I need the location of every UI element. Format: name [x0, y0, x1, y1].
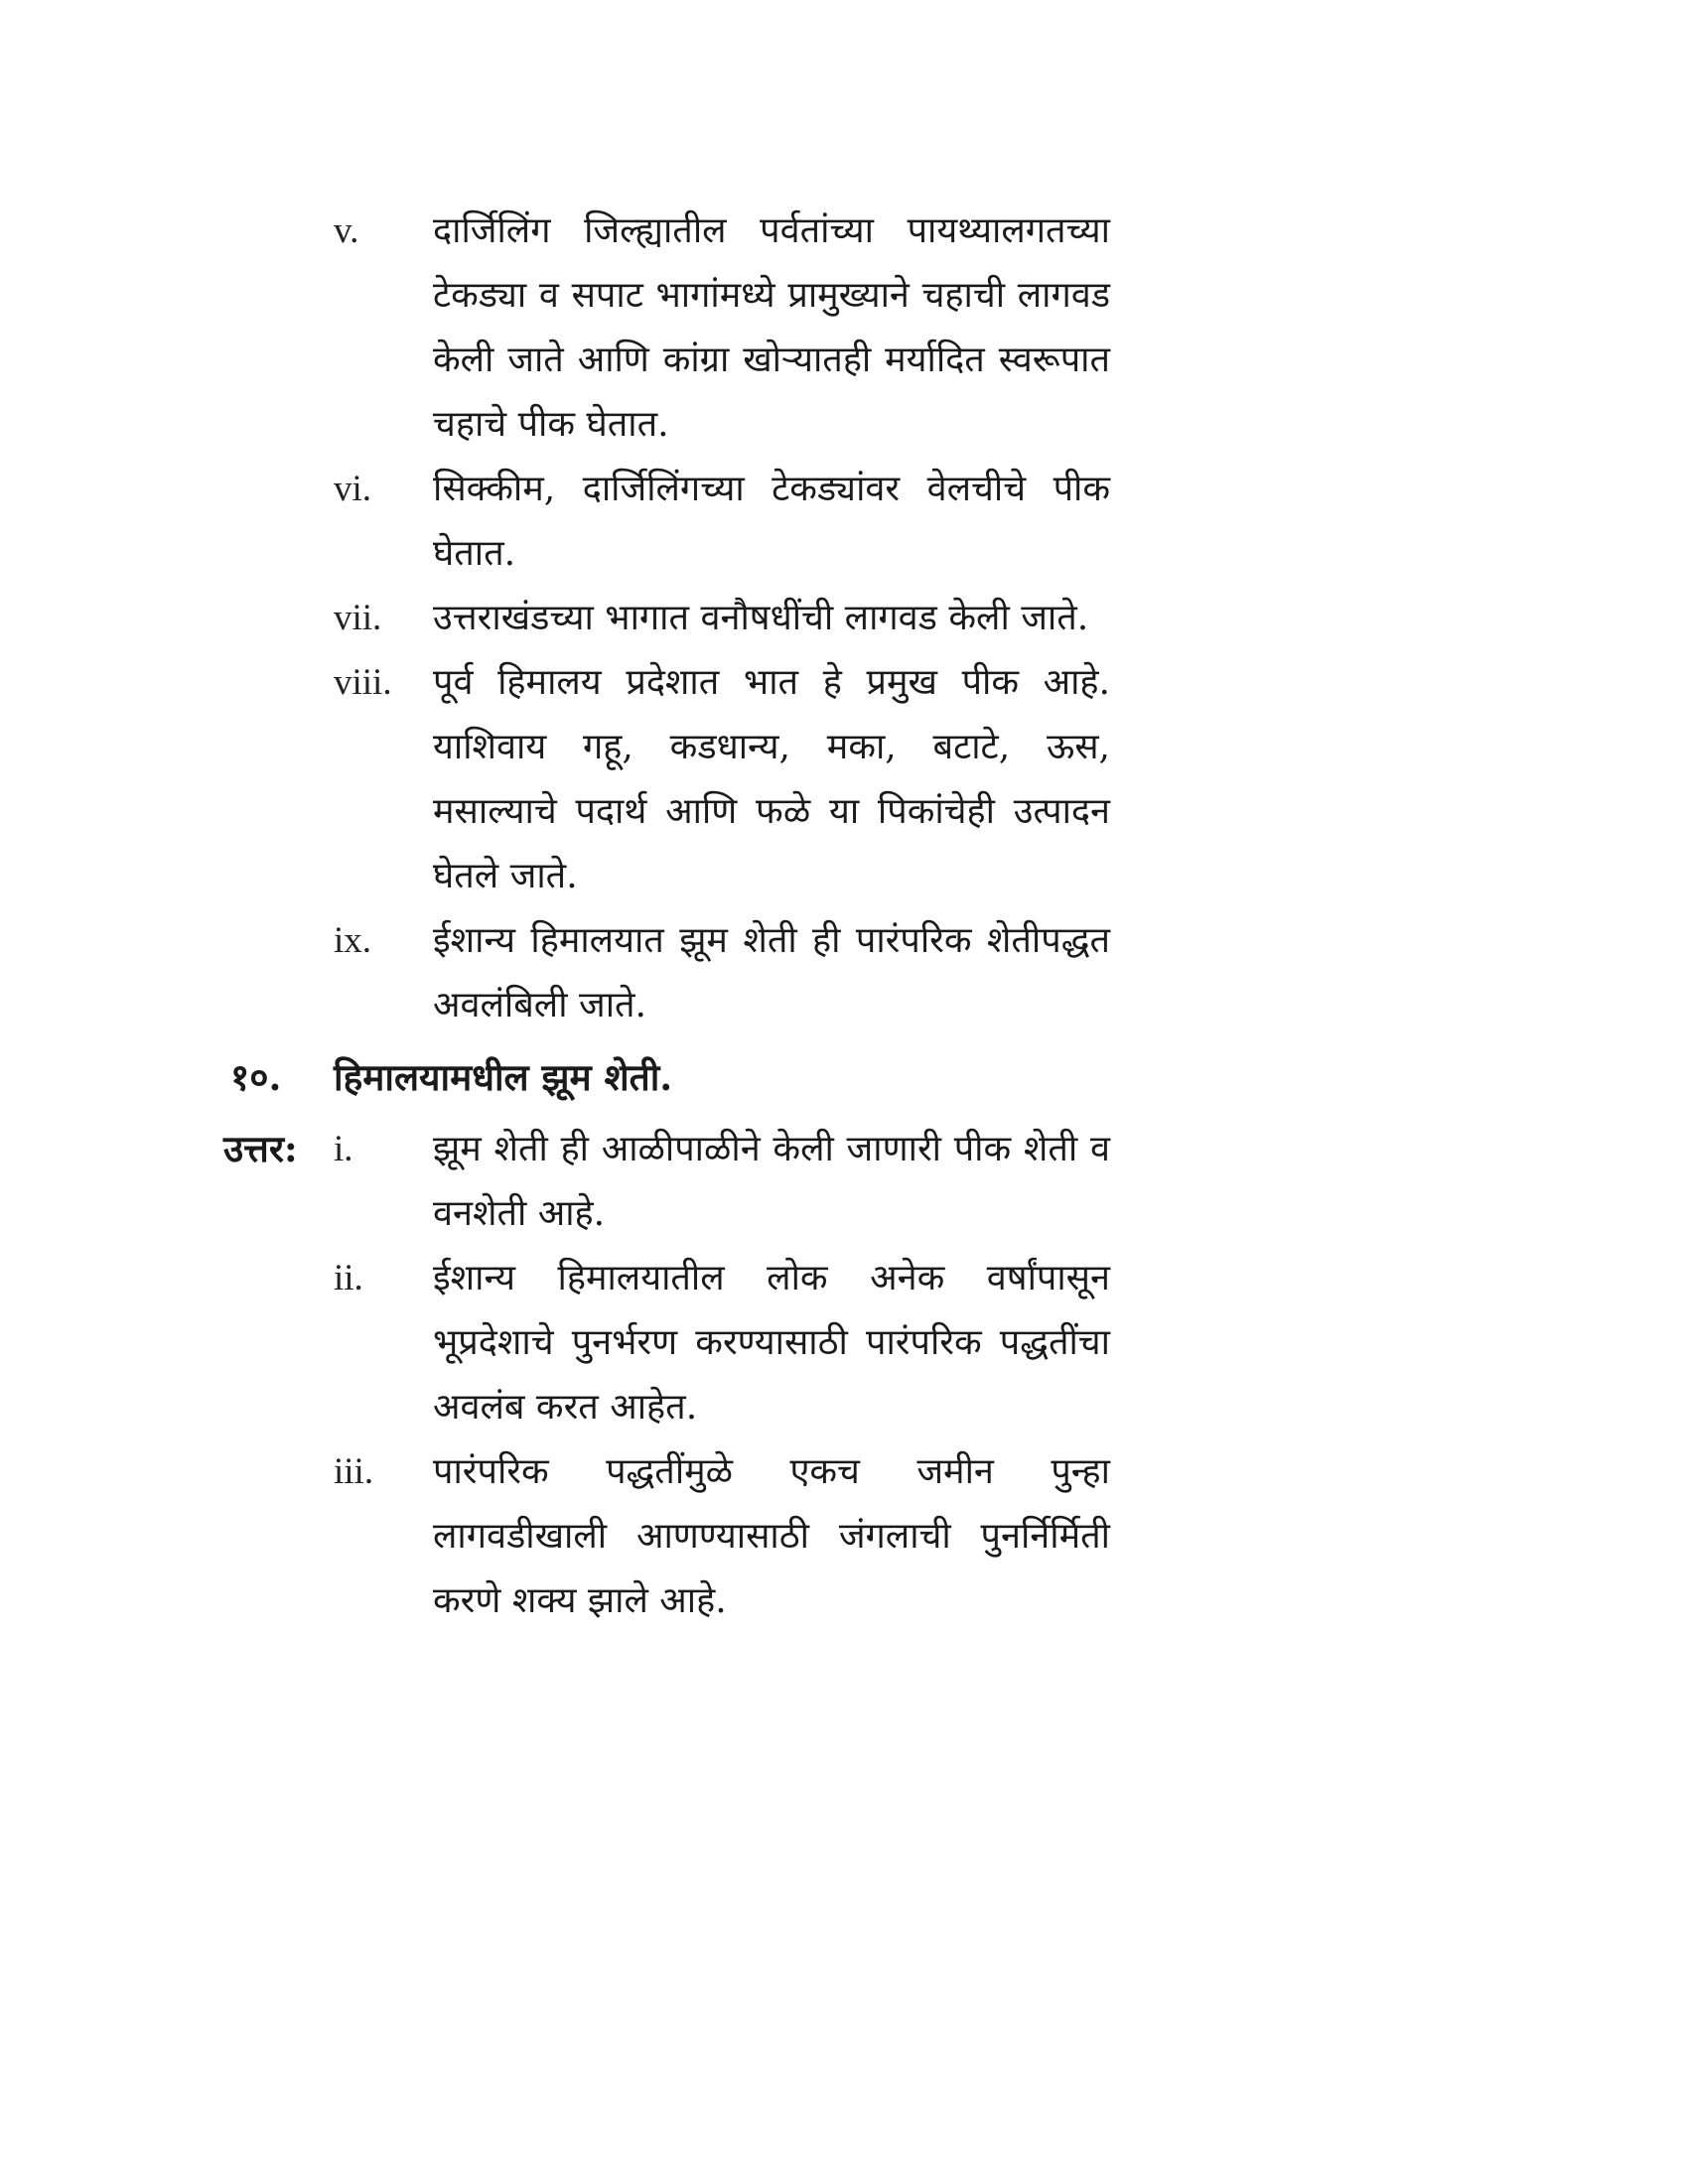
list-item — [0, 1439, 1688, 1633]
list-item-text: ईशान्य हिमालयात झूम शेती ही पारंपरिक शेतीपद्धत अवलंबिली जाते. — [433, 920, 1110, 1025]
list-item-number: vii. — [334, 598, 382, 638]
question-heading — [230, 1047, 672, 1107]
list-item — [0, 1117, 1688, 1246]
list-item-number: viii. — [334, 662, 392, 703]
list-item-text: ईशान्य हिमालयातील लोक अनेक वर्षांपासून भूप्रदेशाचे पुनर्भरण करण्यासाठी पारंपरिक पद्धतींचा अवलंब करत आहेत. — [433, 1258, 1110, 1428]
question-title: हिमालयामधील झूम शेती. — [334, 1055, 673, 1099]
list-item-text: झूम शेती ही आळीपाळीने केली जाणारी पीक शेती व वनशेती आहे. — [433, 1129, 1110, 1234]
list-item — [0, 199, 1688, 457]
list-item — [0, 908, 1688, 1037]
question-number: १०. — [230, 1055, 282, 1099]
list-item-number: ii. — [334, 1258, 363, 1298]
list-item-number: v. — [334, 210, 359, 251]
list-item-number: i. — [334, 1129, 353, 1169]
list-item-text: पारंपरिक पद्धतींमुळे एकच जमीन पुन्हा लागवडीखाली आणण्यासाठी जंगलाची पुनर्निर्मिती करणे शक्य झाले आहे. — [433, 1451, 1110, 1621]
list-item — [0, 586, 1688, 650]
list-item-number: iii. — [334, 1451, 374, 1492]
answer-label: उत्तर: — [223, 1127, 298, 1170]
list-item — [0, 1246, 1688, 1439]
list-item — [0, 650, 1688, 908]
list-item-number: vi. — [334, 469, 372, 509]
list-item-number: ix. — [334, 920, 372, 961]
list-item-text: पूर्व हिमालय प्रदेशात भात हे प्रमुख पीक आहे. याशिवाय गहू, कडधान्य, मका, बटाटे, ऊस, मसाल्याचे पदार्थ आणि फळे या पिकांचेही उत्पादन घेतले जाते. — [433, 662, 1110, 896]
list-item-text: दार्जिलिंग जिल्ह्यातील पर्वतांच्या पायथ्यालगतच्या टेकड्या व सपाट भागांमध्ये प्रामुख्याने चहाची लागवड केली जाते आणि कांग्रा खोऱ्यातही मर्यादित स्वरूपात चहाचे पीक घेतात. — [433, 210, 1110, 445]
answer-list — [0, 1117, 1688, 1633]
list-continuation — [0, 199, 1688, 1037]
list-item — [0, 457, 1688, 586]
list-item-text: सिक्कीम, दार्जिलिंगच्या टेकड्यांवर वेलचीचे पीक घेतात. — [433, 469, 1110, 574]
list-item-text: उत्तराखंडच्या भागात वनौषधींची लागवड केली जाते. — [433, 598, 1089, 638]
